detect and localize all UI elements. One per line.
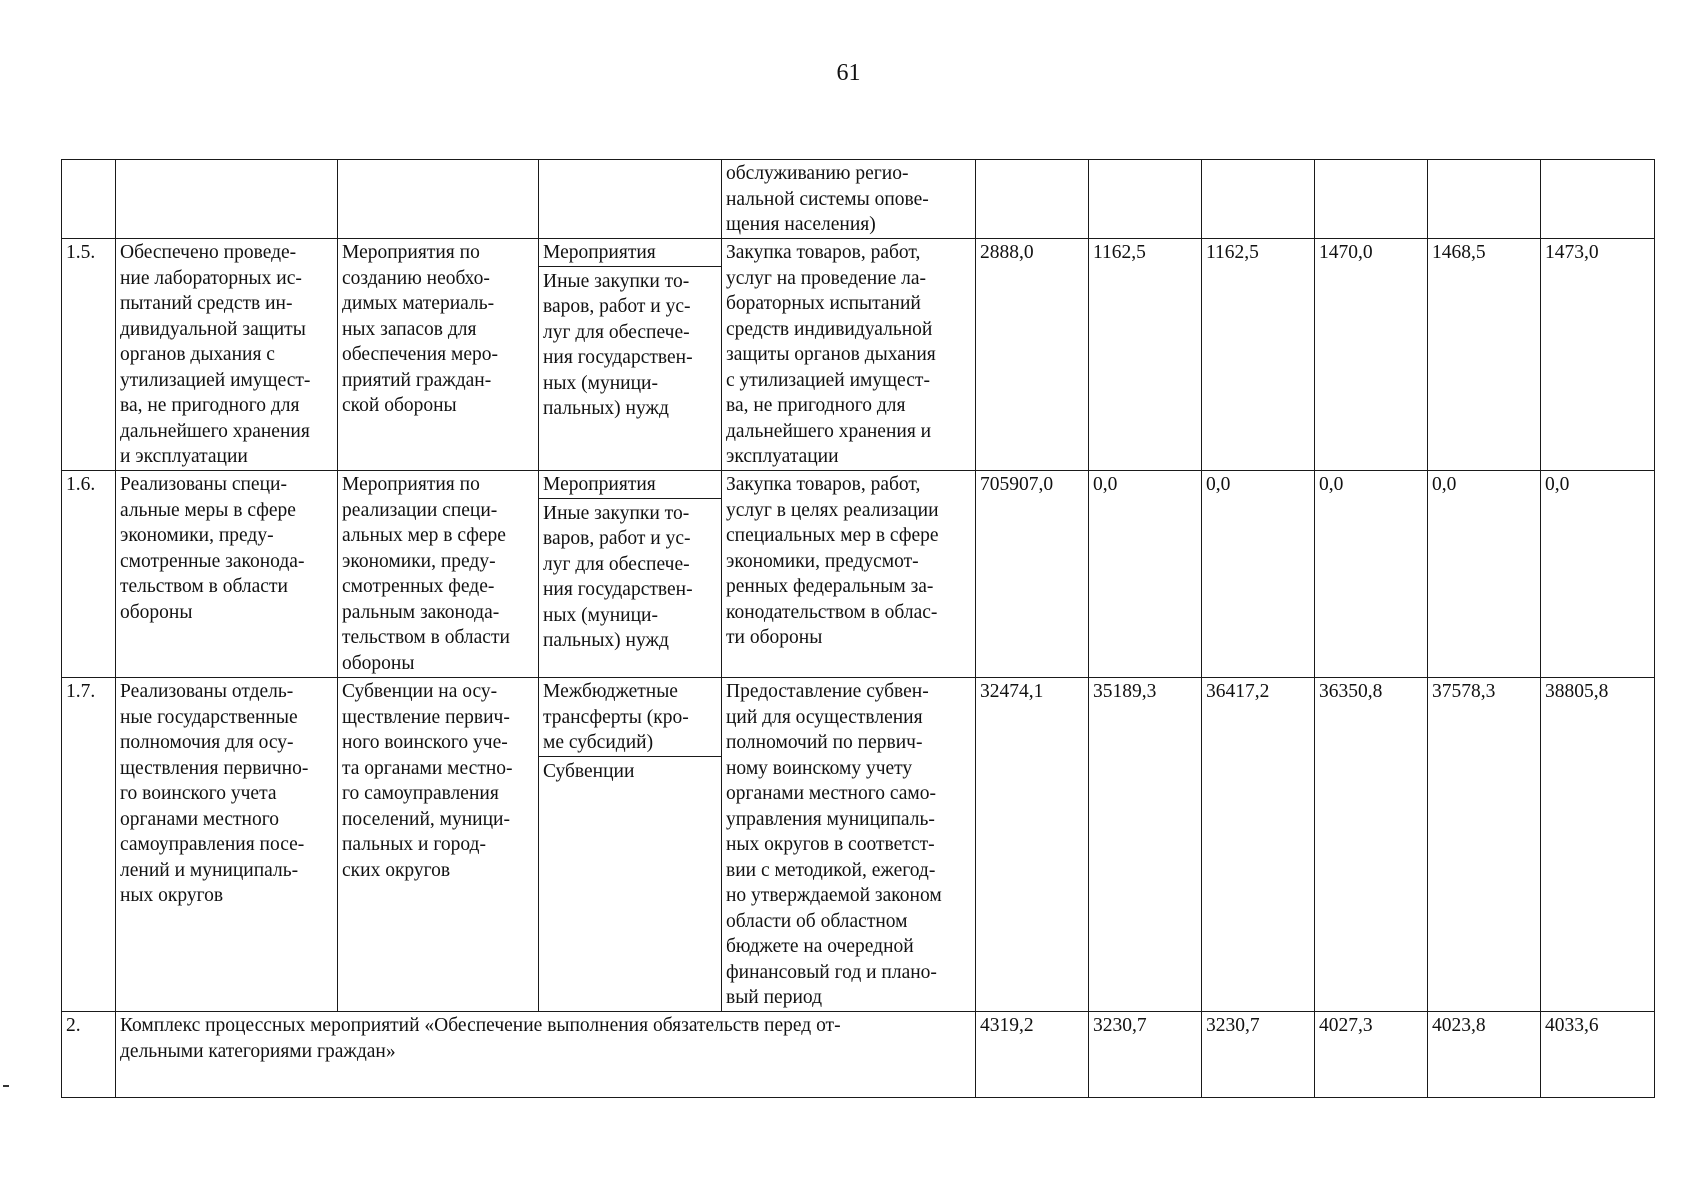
value-6: 1473,0 [1541,239,1655,471]
value-5: 1468,5 [1428,239,1541,471]
result-text: обслуживанию регио- нальной системы опове- щения населения) [726,163,929,235]
activity-label: Мероприятия по созданию необхо- димых материаль- ных запасов для обеспечения меро- приятий граждан- ской обороны [342,242,498,416]
result-label: Закупка товаров, работ, услуг на проведение ла- бораторных испытаний средств индивидуальной защиты органов дыхания с утилизацией имущест- ва, не пригодного для дальнейшего хранения и эксплуатации [726,242,936,467]
value-4: 0,0 [1315,471,1428,678]
cell-value [1541,160,1655,239]
type-cell [539,678,722,1012]
activity-text [338,239,539,471]
value-1: 32474,1 [976,678,1089,1012]
table-row-1-6 [62,471,1655,678]
value-6: 38805,8 [1541,678,1655,1012]
table-row-1-5 [62,239,1655,471]
value-5: 4023,8 [1428,1012,1541,1098]
activity-label: Субвенции на осу- ществление первич- ного воинского уче- та органами местно- го самоуправления поселений, муници- пальных и город- ских округов [342,681,513,881]
value-2: 35189,3 [1089,678,1202,1012]
row-number: 2. [62,1012,116,1098]
value-2: 1162,5 [1089,239,1202,471]
table-row-1-7 [62,678,1655,1012]
table-row-continuation [62,160,1655,239]
value-1: 2888,0 [976,239,1089,471]
result-text [722,678,976,1012]
value-4: 36350,8 [1315,678,1428,1012]
value-4: 4027,3 [1315,1012,1428,1098]
result-text [722,471,976,678]
value-2: 3230,7 [1089,1012,1202,1098]
type-top: Мероприятия [539,471,721,499]
cell-number [62,160,116,239]
scan-artifact-mark [3,1085,9,1087]
row-number: 1.5. [62,239,116,471]
type-bottom: Субвенции [543,760,635,782]
result-label: Закупка товаров, работ, услуг в целях реализации специальных мер в сфере экономики, предусмот- ренных федеральным за- конодательством в облас- ти обороны [726,474,939,648]
value-5: 0,0 [1428,471,1541,678]
budget-table [61,159,1655,1098]
cell-value [1315,160,1428,239]
row-number: 1.7. [62,678,116,1012]
cell-activity [338,160,539,239]
cell-type [539,160,722,239]
value-2: 0,0 [1089,471,1202,678]
cell-result [722,160,976,239]
value-4: 1470,0 [1315,239,1428,471]
row-number: 1.6. [62,471,116,678]
value-3: 36417,2 [1202,678,1315,1012]
activity-label: Мероприятия по реализации специ- альных мер в сфере экономики, преду- смотренных феде- ральным законода- тельством в области обороны [342,474,510,674]
result-label: Предоставление субвен- ций для осуществления полномочий по первич- ному воинскому учету органами местного само- управления муниципаль- ных округов в соответст- вии с методикой, ежегод- но утверждаемой законом области об областном бюджете на очередной финансовый год и плано- вый период [726,681,942,1008]
task-label: Реализованы отдель- ные государственные полномочия для осу- ществления первично- го воинского учета органами местного самоуправления посе- лений и муниципаль- ных округов [120,681,309,906]
cell-task [116,160,338,239]
activity-text [338,471,539,678]
task-label: Обеспечено проведе- ние лабораторных ис- пытаний средств ин- дивидуальной защиты органов дыхания с утилизацией имущест- ва, не пригодного для дальнейшего хранения и эксплуатации [120,242,311,467]
value-1: 705907,0 [976,471,1089,678]
value-3: 1162,5 [1202,239,1315,471]
value-5: 37578,3 [1428,678,1541,1012]
complex-title-cell [116,1012,976,1098]
value-3: 0,0 [1202,471,1315,678]
type-bottom: Иные закупки то- варов, работ и ус- луг для обеспече- ния государствен- ных (муници- пальных) нужд [543,270,693,419]
type-top: Межбюджетные трансферты (кро- ме субсидий) [539,678,721,757]
type-bottom: Иные закупки то- варов, работ и ус- луг для обеспече- ния государствен- ных (муници- пальных) нужд [543,502,693,651]
type-top: Мероприятия [539,239,721,267]
cell-value [1428,160,1541,239]
value-6: 4033,6 [1541,1012,1655,1098]
value-6: 0,0 [1541,471,1655,678]
cell-value [976,160,1089,239]
complex-title: Комплекс процессных мероприятий «Обеспечение выполнения обязательств перед от- дельными категориями граждан» [120,1015,841,1062]
type-cell [539,471,722,678]
page-number: 61 [836,60,861,86]
cell-value [1202,160,1315,239]
cell-value [1089,160,1202,239]
value-1: 4319,2 [976,1012,1089,1098]
type-cell [539,239,722,471]
value-3: 3230,7 [1202,1012,1315,1098]
task-text [116,678,338,1012]
task-text [116,239,338,471]
activity-text [338,678,539,1012]
result-text [722,239,976,471]
table-row-complex-2 [62,1012,1655,1098]
task-text [116,471,338,678]
task-label: Реализованы специ- альные меры в сфере экономики, преду- смотренные законода- тельством в области обороны [120,474,305,623]
